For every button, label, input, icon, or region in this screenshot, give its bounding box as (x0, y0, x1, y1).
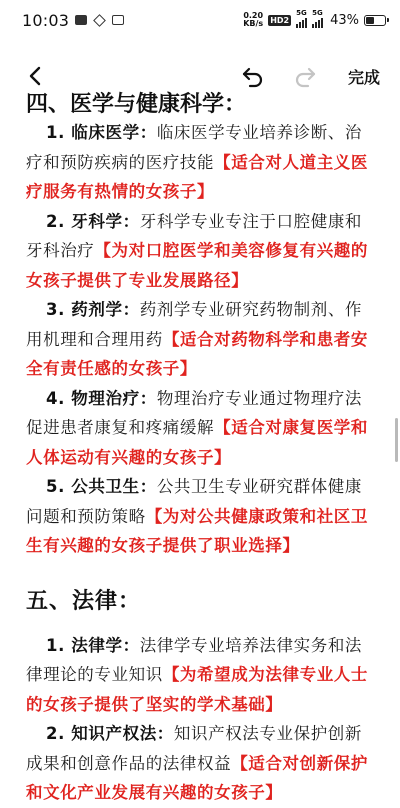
signal-label-1: 5G (296, 9, 307, 17)
status-right (243, 9, 386, 28)
item-text: 知识产权法专业保护创新成果和创意作品的法律权益 (26, 724, 363, 773)
network-speed-value: 0.20 (243, 11, 264, 20)
item-text: 公共卫生专业研究群体健康问题和预防策略 (26, 477, 363, 526)
item-text: 临床医学专业培养诊断、治疗和预防疾病的医疗技能 (26, 123, 363, 172)
item-text: 法律学专业培养法律实务和法律理论的专业知识 (26, 635, 363, 684)
item-colon: ： (156, 724, 174, 743)
back-button[interactable] (20, 61, 50, 91)
item-number: 5. (46, 477, 72, 496)
list-item (26, 384, 372, 473)
item-highlight: 【适合对创新保护和文化产业发展有兴趣的女孩子】 (26, 753, 369, 802)
item-highlight: 【适合对康复医学和人体运动有兴趣的女孩子】 (26, 418, 369, 467)
item-colon: ： (122, 211, 140, 231)
item-term: 牙科学 (71, 211, 123, 231)
item-term: 物理治疗 (71, 388, 140, 408)
section-heading-medical: 四、医学与健康科学： (26, 92, 247, 117)
list-item (26, 118, 372, 207)
section-heading-law: 五、法律： (26, 588, 142, 614)
signal-icon-2 (312, 9, 323, 28)
list-item (26, 207, 372, 296)
notification-icon (75, 15, 87, 25)
item-term: 公共卫生 (71, 477, 140, 496)
battery-icon (364, 15, 386, 26)
item-term: 临床医学 (71, 123, 140, 142)
status-time: 10:03 (22, 10, 70, 30)
document-body (26, 118, 372, 808)
toolbar-actions (238, 61, 380, 91)
item-colon: ： (139, 123, 157, 142)
signal-icon (296, 9, 307, 28)
battery-fill (366, 17, 374, 24)
redo-icon (293, 65, 317, 87)
undo-button[interactable] (238, 61, 268, 91)
list-item (26, 631, 372, 720)
location-icon (93, 14, 106, 27)
chevron-left-icon (28, 66, 42, 86)
sim-icon (112, 15, 124, 25)
item-highlight: 【适合对药物科学和患者安全有责任感的女孩子】 (26, 329, 369, 378)
item-number: 4. (46, 388, 72, 408)
network-speed (243, 12, 263, 28)
list-item (26, 719, 372, 808)
status-left (22, 11, 124, 30)
item-number: 1. (46, 635, 72, 655)
item-number: 1. (46, 123, 72, 142)
item-highlight: 【为对公共健康政策和社区卫生有兴趣的女孩子提供了职业选择】 (26, 506, 369, 555)
item-term: 知识产权法 (71, 724, 157, 743)
item-colon: ： (139, 388, 157, 408)
hd-badge: HD2 (270, 15, 290, 25)
item-number: 2. (46, 211, 72, 231)
redo-button[interactable] (290, 61, 320, 91)
item-highlight: 【适合对人道主义医疗服务有热情的女孩子】 (26, 152, 369, 201)
item-colon: ： (122, 300, 140, 319)
item-highlight: 【为对口腔医学和美容修复有兴趣的女孩子提供了专业发展路径】 (26, 241, 369, 290)
battery-percent: 43% (330, 12, 359, 28)
item-colon: ： (139, 477, 157, 496)
item-text: 牙科学专业专注于口腔健康和牙科治疗 (26, 211, 363, 260)
status-bar (0, 0, 400, 40)
item-highlight: 【为希望成为法律专业人士的女孩子提供了坚实的学术基础】 (26, 665, 369, 714)
document-content[interactable] (0, 92, 400, 802)
item-colon: ： (122, 635, 140, 655)
item-text: 药剂学专业研究药物制剂、作用机理和合理用药 (26, 300, 363, 349)
item-term: 法律学 (71, 635, 123, 655)
scrollbar[interactable] (395, 418, 398, 462)
item-number: 3. (46, 300, 72, 319)
medical-list (26, 118, 372, 561)
item-number: 2. (46, 724, 72, 743)
law-list (26, 631, 372, 808)
undo-icon (241, 65, 265, 87)
list-item (26, 295, 372, 384)
item-term: 药剂学 (71, 300, 123, 319)
list-item (26, 472, 372, 561)
item-text: 物理治疗专业通过物理疗法促进患者康复和疼痛缓解 (26, 388, 363, 437)
done-button[interactable]: 完成 (347, 67, 380, 87)
signal-label-2: 5G (312, 9, 323, 17)
network-speed-unit: KB/s (243, 19, 264, 28)
